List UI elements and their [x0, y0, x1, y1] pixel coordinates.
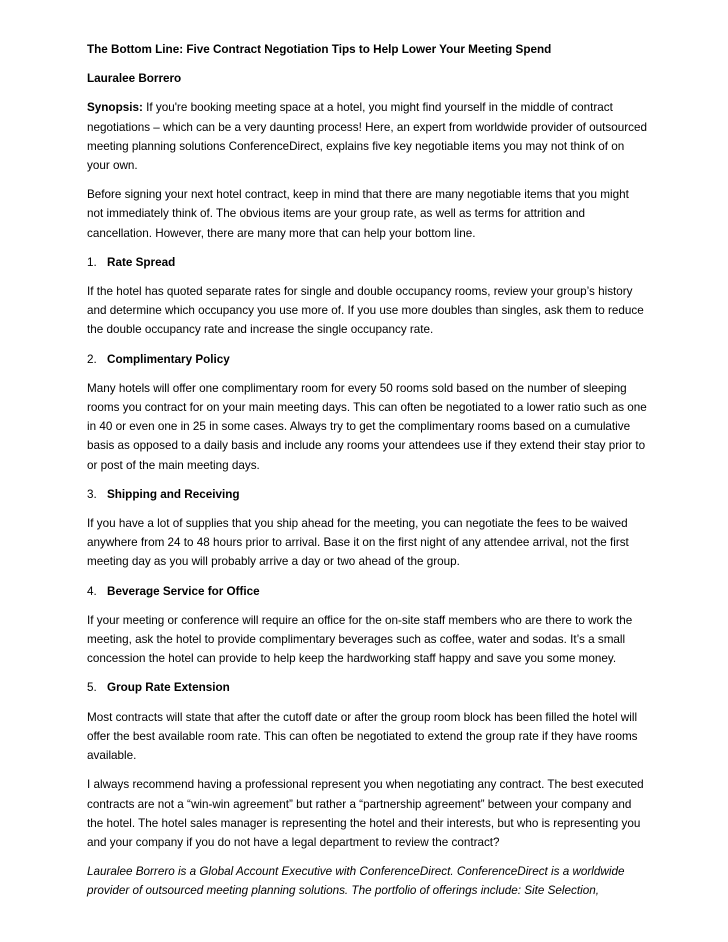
section-body: If your meeting or conference will require an office for the on-site staff members who are there to work the meeting, ask the hotel to provide complimentary beverages such as coffee, water and sodas. It’s a small concession the hotel can provide to help keep the hardworking staff happy and save you some money.	[87, 613, 633, 666]
section-number: 2.	[87, 352, 97, 366]
intro-paragraph: Before signing your next hotel contract, keep in mind that there are many negotiable items that you might not immediately think of. The obvious items are your group rate, as well as terms for attrition and cancellation. However, there are many more that can help your bottom line.	[87, 188, 629, 240]
section-body: If the hotel has quoted separate rates for single and double occupancy rooms, review your group’s history and determine which occupancy you use more of. If you use more doubles than singles, ask them to reduce the double occupancy rate and increase the single occupancy rate.	[87, 285, 644, 337]
synopsis-paragraph	[87, 98, 647, 175]
section-title: Complimentary Policy	[107, 352, 230, 366]
synopsis-label: Synopsis:	[87, 101, 143, 115]
section-title: Rate Spread	[107, 255, 176, 269]
document-body	[87, 40, 647, 901]
section-heading	[87, 350, 647, 369]
section-body: If you have a lot of supplies that you ship ahead for the meeting, you can negotiate the fees to be waived anywhere from 24 to 48 hours prior to arrival. Base it on the first night of any attendee arrival, not the first meeting day as you will probably arrive a day or two ahead of the group.	[87, 517, 629, 569]
section-number: 1.	[87, 255, 97, 269]
section-heading	[87, 678, 647, 697]
section-number: 5.	[87, 681, 97, 695]
section-title: Beverage Service for Office	[107, 584, 260, 598]
section-body: Most contracts will state that after the cutoff date or after the group room block has been filled the hotel will offer the best available room rate. This can often be negotiated to extend the group rate if they have rooms available.	[87, 710, 638, 763]
section-body: Many hotels will offer one complimentary room for every 50 rooms sold based on the number of sleeping rooms you contract for on your main meeting days. This can often be negotiated to a lower ratio such as one in 40 or even one in 25 in some cases. Always try to get the complimentary rooms based on a cumulative basis as opposed to a daily basis and include any rooms your attendees use if they extend their stay prior to or post of the main meeting days.	[87, 381, 647, 472]
synopsis-text: If you're booking meeting space at a hotel, you might find yourself in the middle of contract negotiations – which can be a very daunting process! Here, an expert from worldwide provider of outsourced meeting planning solutions ConferenceDirect, explains five key negotiable items you may not think of on your own.	[87, 101, 648, 173]
section-heading	[87, 582, 647, 601]
section-heading	[87, 485, 647, 504]
author-bio: Lauralee Borrero is a Global Account Executive with ConferenceDirect. ConferenceDirect is a worldwide provider of outsourced meeting planning solutions. The portfolio of offerings include: Site Selection,	[87, 865, 625, 898]
section-title: Group Rate Extension	[107, 681, 230, 695]
closing-paragraph: I always recommend having a professional represent you when negotiating any contract. The best executed contracts are not a “win-win agreement” but rather a “partnership agreement” between your company and the hotel. The hotel sales manager is representing the hotel and their interests, but who is representing you and your company if you do not have a legal department to review the contract?	[87, 778, 644, 849]
author-name: Lauralee Borrero	[87, 72, 182, 86]
section-heading	[87, 253, 647, 272]
section-number: 3.	[87, 487, 97, 501]
section-title: Shipping and Receiving	[107, 487, 240, 501]
section-number: 4.	[87, 584, 97, 598]
document-title: The Bottom Line: Five Contract Negotiation Tips to Help Lower Your Meeting Spend	[87, 43, 552, 56]
